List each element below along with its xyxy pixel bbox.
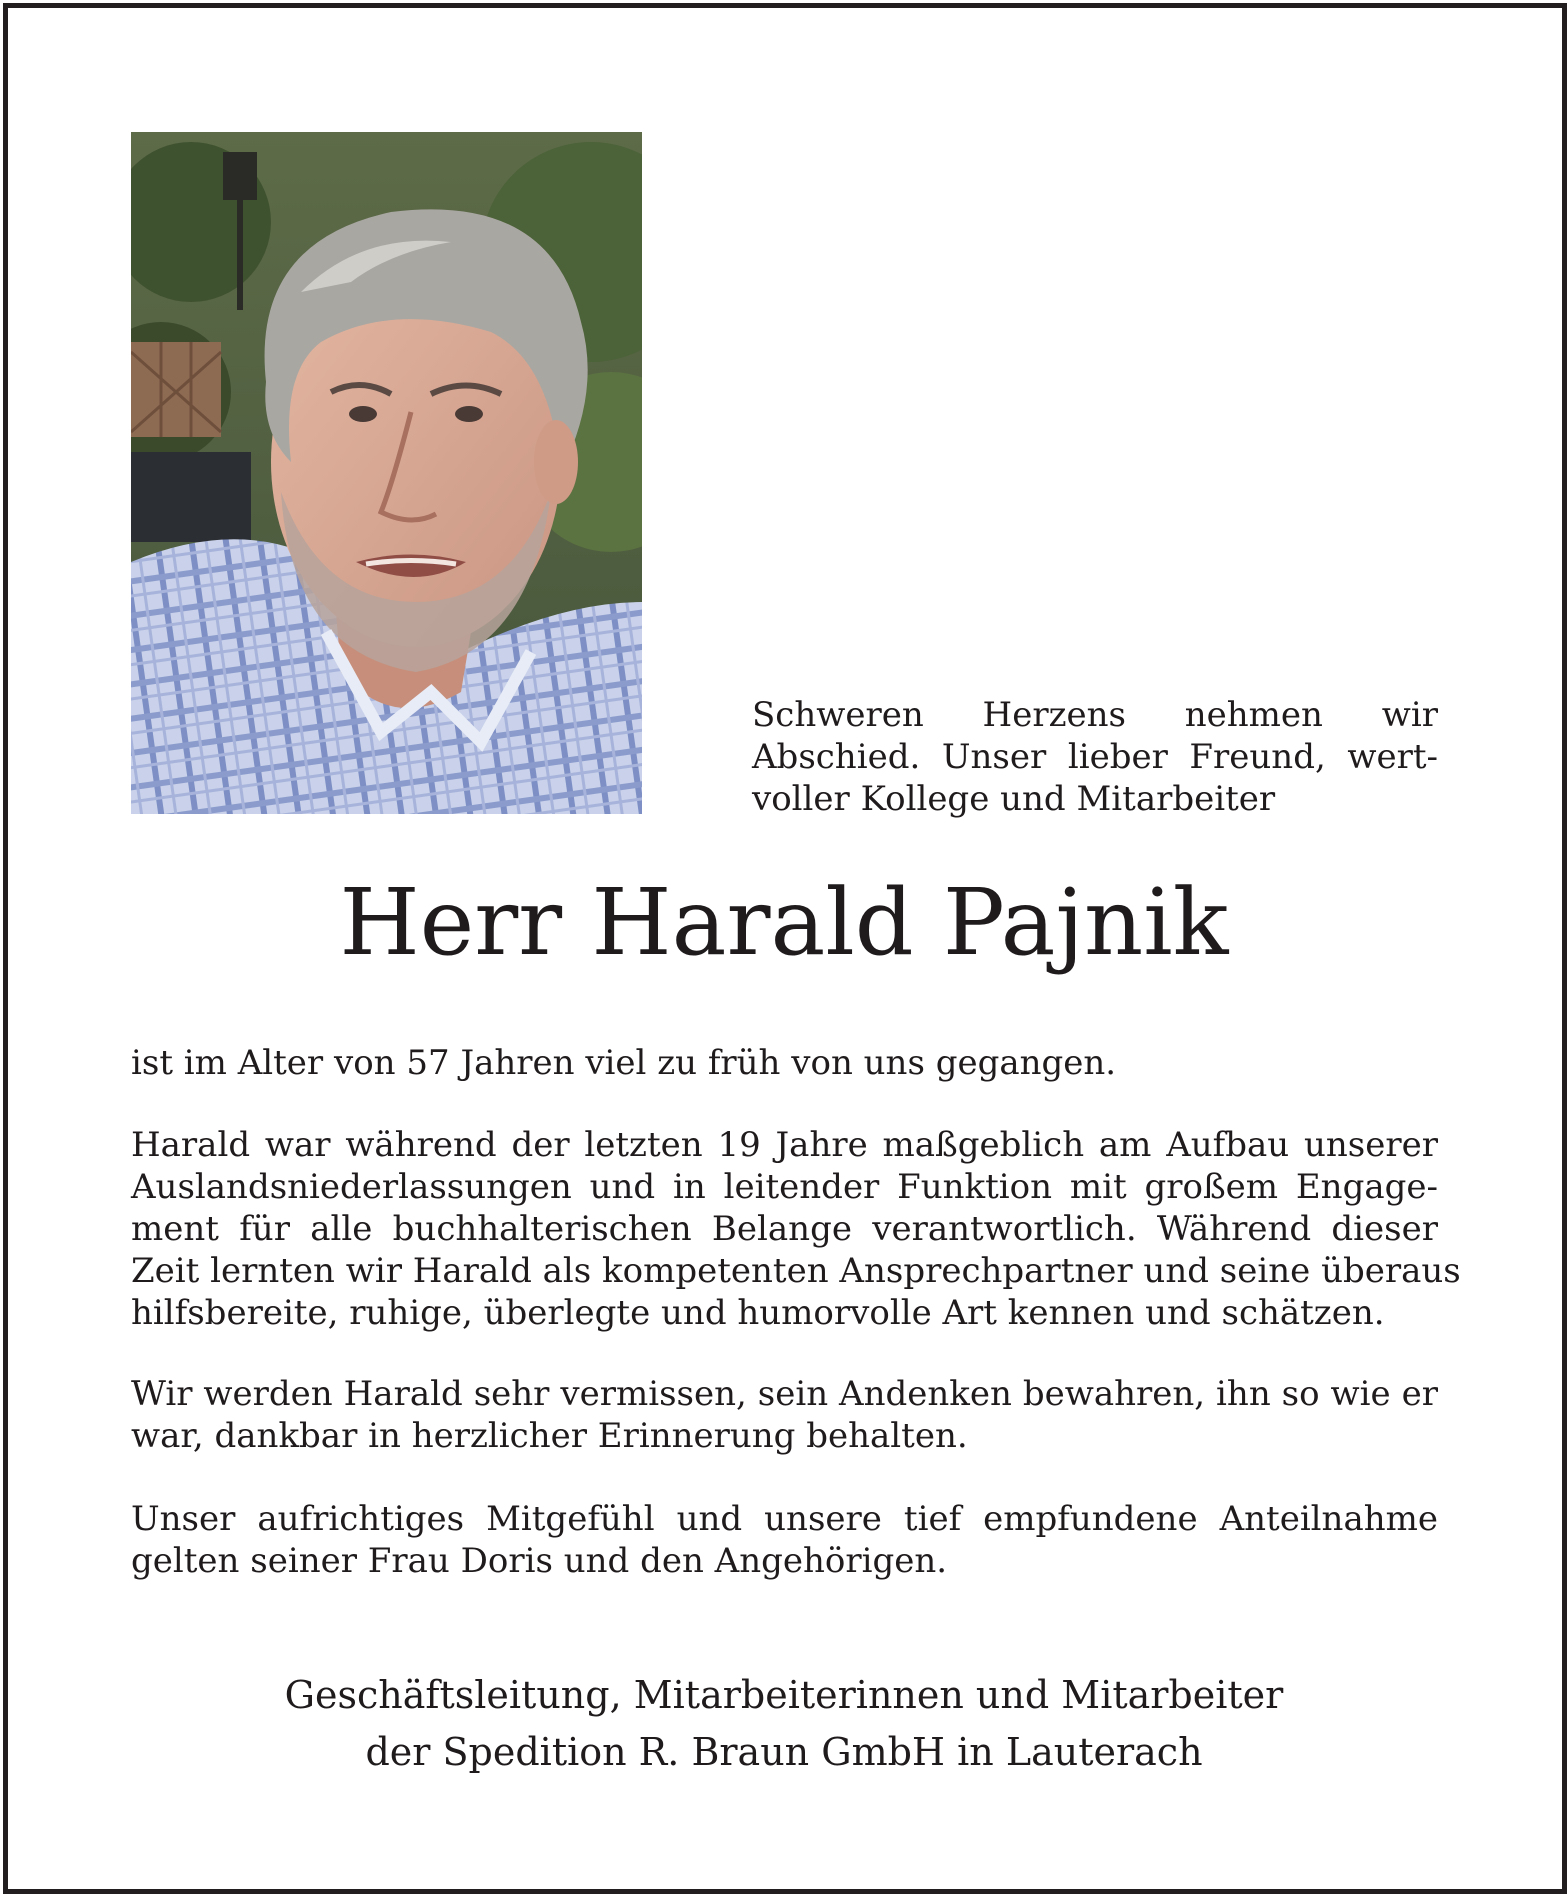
paragraph-line: Zeit lernten wir Harald als kompetenten Ansprechpartner und seine überaus — [131, 1251, 1461, 1291]
sympathy-paragraph — [131, 1498, 1438, 1582]
paragraph-line: war, dankbar in herzlicher Erinnerung behalten. — [131, 1416, 968, 1456]
miss-paragraph — [131, 1373, 1438, 1457]
paragraph-line: gelten seiner Frau Doris und den Angehörigen. — [131, 1541, 948, 1581]
paragraph-line: ist im Alter von 57 Jahren viel zu früh von uns gegangen. — [131, 1043, 1117, 1083]
paragraph-line: hilfsbereite, ruhige, überlegte und humorvolle Art kennen und schätzen. — [131, 1293, 1385, 1333]
intro-line: Abschied. Unser lieber Freund, wert- — [752, 737, 1438, 777]
signature-line-2: der Spedition R. Braun GmbH in Lauterach — [365, 1730, 1203, 1774]
intro-line: voller Kollege und Mitarbeiter — [752, 779, 1276, 819]
signature-block — [131, 1667, 1437, 1781]
work-paragraph — [131, 1124, 1461, 1334]
age-paragraph — [131, 1042, 1438, 1084]
paragraph-line: Wir werden Harald sehr vermissen, sein Andenken bewahren, ihn so wie er — [131, 1374, 1438, 1414]
paragraph-line: Auslandsniederlassungen und in leitender Funktion mit großem Engage- — [131, 1167, 1438, 1207]
portrait-photo — [131, 132, 642, 814]
intro-text — [752, 694, 1438, 820]
paragraph-line: ment für alle buchhalterischen Belange verantwortlich. Während dieser — [131, 1209, 1438, 1249]
portrait-photo-icon — [131, 132, 642, 814]
paragraph-line: Unser aufrichtiges Mitgefühl und unsere tief empfundene Anteilnahme — [131, 1499, 1438, 1539]
intro-line: Schweren Herzens nehmen wir — [752, 695, 1438, 735]
deceased-name: Herr Harald Pajnik — [339, 869, 1229, 976]
paragraph-line: Harald war während der letzten 19 Jahre maßgeblich am Aufbau unserer — [131, 1125, 1438, 1165]
signature-line-1: Geschäftsleitung, Mitarbeiterinnen und Mitarbeiter — [284, 1673, 1284, 1717]
